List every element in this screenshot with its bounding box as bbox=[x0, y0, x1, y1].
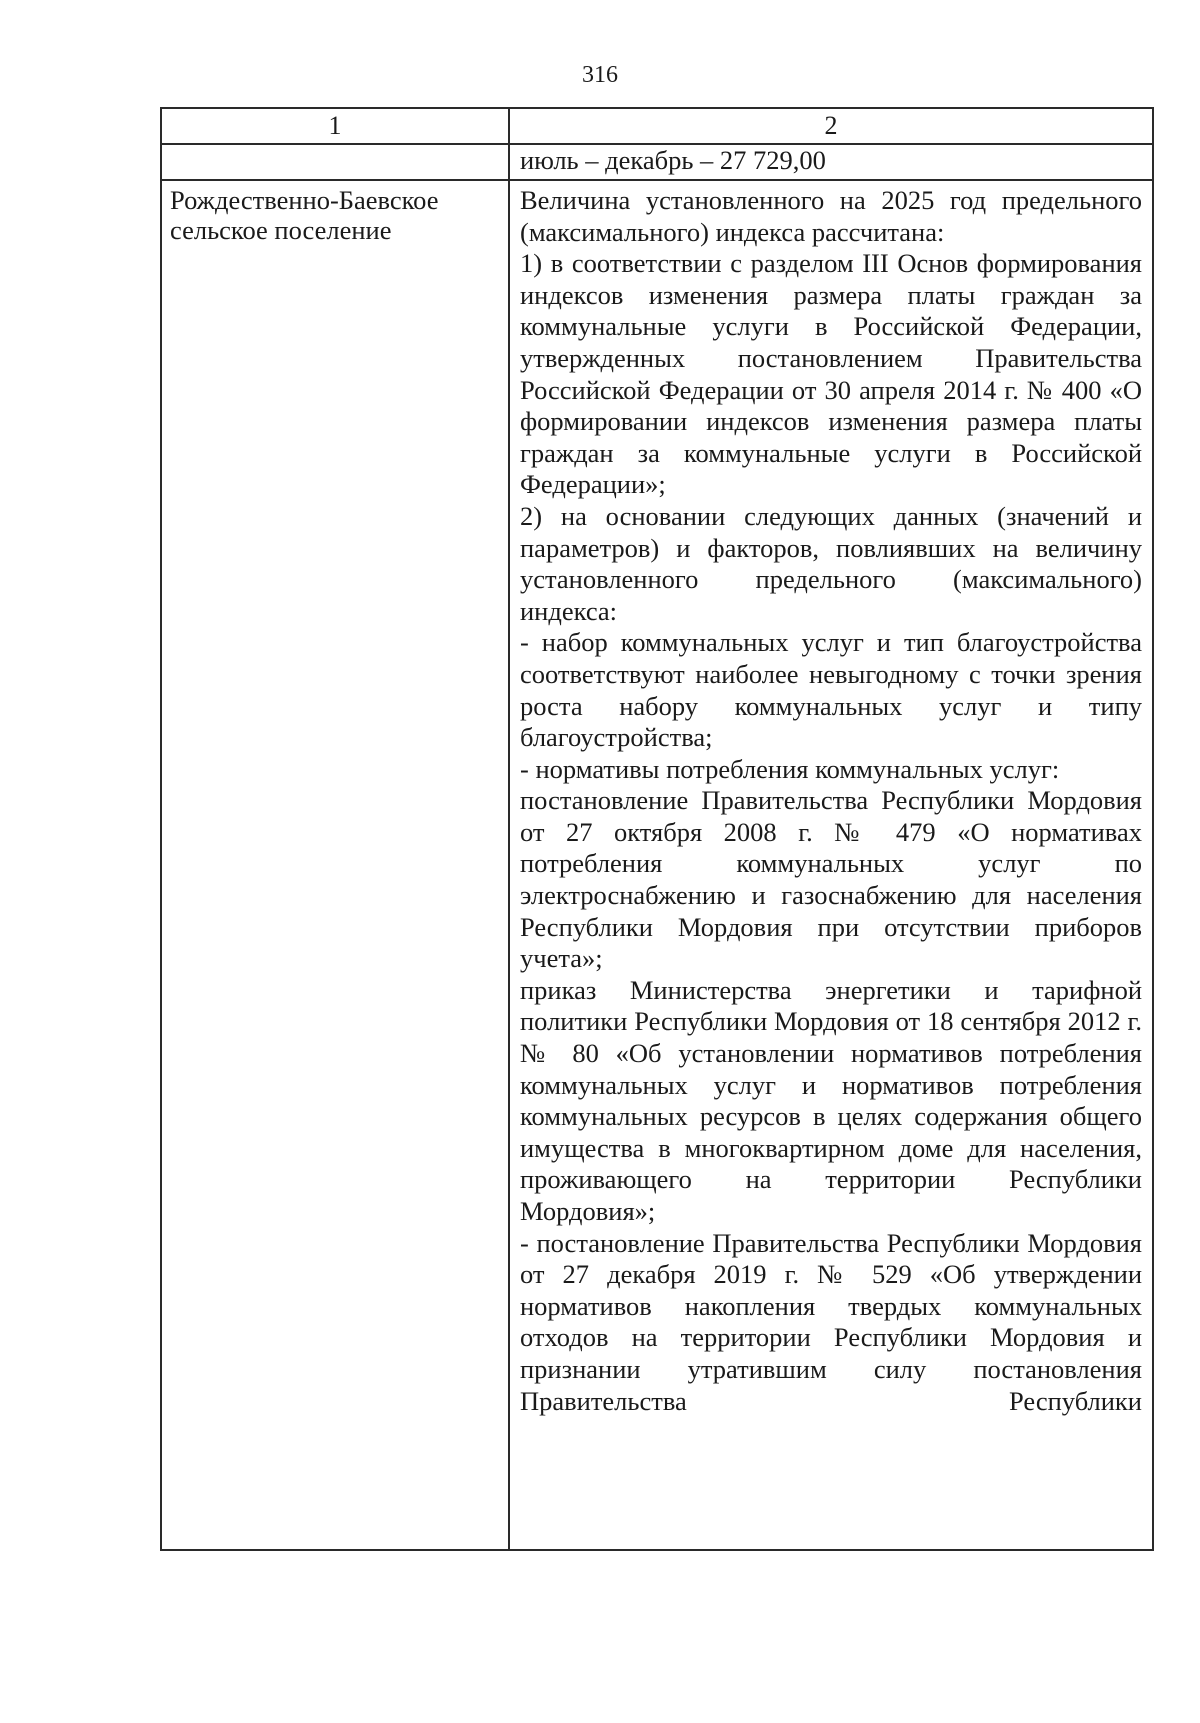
table-header-row bbox=[161, 108, 1153, 144]
column-header-2: 2 bbox=[509, 108, 1153, 144]
period-value-cell: июль – декабрь – 27 729,00 bbox=[509, 144, 1153, 180]
paragraph-utilities-set: - набор коммунальных услуг и тип благоустройства соответствуют наиболее невыгодному с точки зрения роста набору коммунальных услуг и типу благоустройства; bbox=[520, 627, 1142, 753]
table-row bbox=[161, 144, 1153, 180]
paragraph-item-1: 1) в соответствии с разделом III Основ формирования индексов изменения размера платы граждан за коммунальные услуги в Российской Федерации, утвержденных постановлением Правительства Российской Федерации от 30 апреля 2014 г. № 400 «О формировании индексов изменения размера платы граждан за коммунальные услуги в Российской Федерации»; bbox=[520, 248, 1142, 500]
empty-cell bbox=[161, 144, 509, 180]
column-header-1: 1 bbox=[161, 108, 509, 144]
index-description-cell bbox=[509, 180, 1153, 1550]
table-row bbox=[161, 180, 1153, 1550]
tariff-table bbox=[160, 107, 1154, 1551]
paragraph-item-2: 2) на основании следующих данных (значений и параметров) и факторов, повлиявших на величину установленного предельного (максимального) индекса: bbox=[520, 500, 1142, 626]
paragraph-resolution-479: постановление Правительства Республики Мордовия от 27 октября 2008 г. № 479 «О нормативах потребления коммунальных услуг по электроснабжению и газоснабжению для населения Республики Мордовия при отсутствии приборов учета»; bbox=[520, 785, 1142, 974]
paragraph-intro: Величина установленного на 2025 год предельного (максимального) индекса рассчитана: bbox=[520, 185, 1142, 247]
paragraph-order-80: приказ Министерства энергетики и тарифной политики Республики Мордовия от 18 сентября 2012 г. № 80 «Об установлении нормативов потребления коммунальных услуг и нормативов потребления коммунальных ресурсов в целях содержания общего имущества в многоквартирном доме для населения, проживающего на территории Республики Мордовия»; bbox=[520, 974, 1142, 1226]
paragraph-resolution-529: - постановление Правительства Республики Мордовия от 27 декабря 2019 г. № 529 «Об утверждении нормативов накопления твердых коммунальных отходов на территории Республики Мордовия и признании утратившим силу постановления Правительства Республики bbox=[520, 1227, 1142, 1416]
page-number: 316 bbox=[582, 62, 618, 88]
settlement-name: Рождественно-Баевское сельское поселение bbox=[161, 180, 509, 1550]
paragraph-consumption-norms: - нормативы потребления коммунальных услуг: bbox=[520, 753, 1060, 784]
